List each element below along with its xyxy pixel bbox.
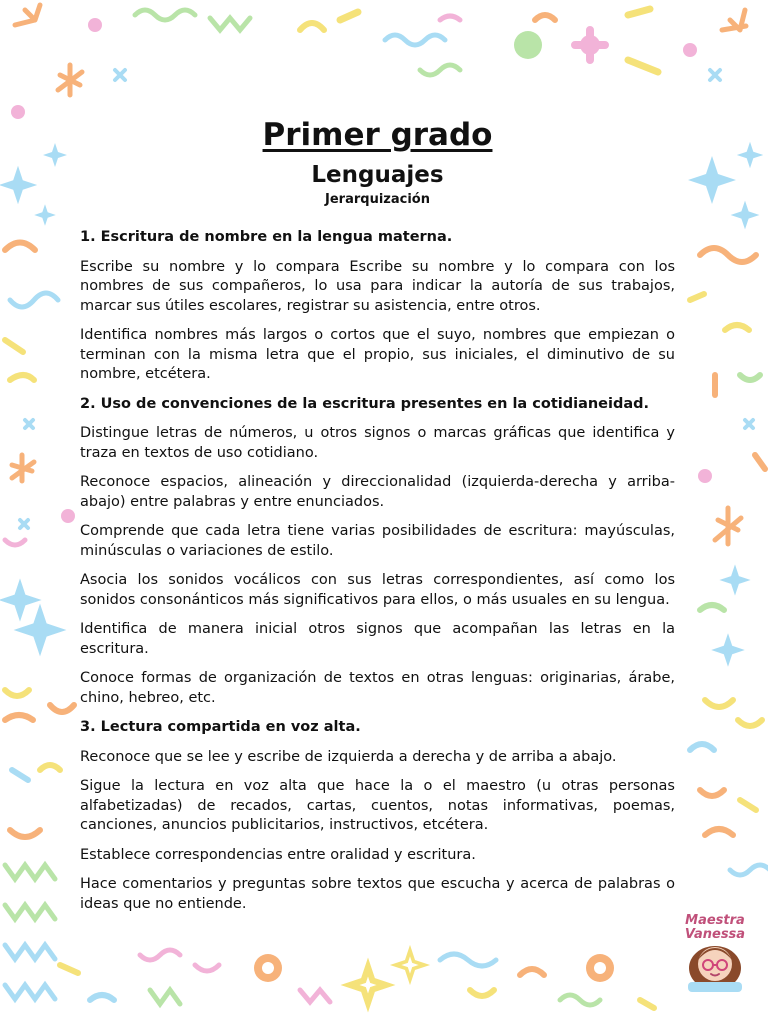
paragraph: Identifica de manera inicial otros signos que acompañan las letras en la escritura.: [80, 621, 675, 657]
paragraph: Identifica nombres más largos o cortos que el suyo, nombres que empiezan o terminan con la misma letra que el propio, sus iniciales, el diminutivo de su nombre, etcétera.: [80, 327, 675, 382]
paragraph: Conoce formas de organización de textos en otras lenguas: originarias, árabe, chino, hebreo, etc.: [80, 670, 675, 706]
section-3: [80, 718, 675, 914]
paragraph: Escribe su nombre y lo compara Escribe su nombre y lo compara con los nombres de sus compañeros, lo usa para indicar la autoría de sus trabajos, marcar sus útiles escolares, registrar su asistencia, entre otros.: [80, 258, 675, 314]
brand-logo: [674, 908, 756, 992]
section-heading: 2. Uso de convenciones de la escritura presentes en la cotidianeidad.: [80, 395, 650, 412]
paragraph: Sigue la lectura en voz alta que hace la o el maestro (u otras personas alfabetizadas) de recados, cartas, cuentos, notas informativas, poemas, canciones, anuncios publicitarios, instructivos, etcétera.: [80, 778, 675, 833]
logo-text-line-2: Vanessa: [684, 927, 746, 942]
paragraph: Comprende que cada letra tiene varias posibilidades de escritura: mayúsculas, minúsculas o variaciones de estilo.: [80, 523, 675, 559]
paragraph: Distingue letras de números, u otros signos o marcas gráficas que identifica y traza en textos de uso cotidiano.: [80, 425, 675, 461]
paragraph: Hace comentarios y preguntas sobre textos que escucha y acerca de palabras o ideas que no entiende.: [80, 876, 675, 912]
page-subheading: Jerarquización: [325, 192, 430, 207]
paragraph: Asocia los sonidos vocálicos con sus letras correspondientes, así como los sonidos consonánticos más significativos para ellos, o más usuales en su lengua.: [80, 572, 675, 608]
page-title: Primer grado: [262, 117, 493, 153]
section-heading: 3. Lectura compartida en voz alta.: [80, 719, 361, 735]
section-heading: 1. Escritura de nombre en la lengua materna.: [80, 229, 453, 245]
logo-text-line-1: Maestra: [685, 913, 745, 928]
document-body: [80, 112, 675, 924]
page-subtitle: Lenguajes: [311, 162, 444, 188]
section-2: [80, 395, 675, 709]
paragraph: Establece correspondencias entre oralidad y escritura.: [80, 846, 476, 863]
section-1: [80, 228, 675, 385]
paragraph: Reconoce espacios, alineación y direccionalidad (izquierda-derecha y arriba-abajo) entre palabras y entre enunciados.: [80, 474, 675, 510]
paragraph: Reconoce que se lee y escribe de izquierda a derecha y de arriba a abajo.: [80, 748, 617, 765]
